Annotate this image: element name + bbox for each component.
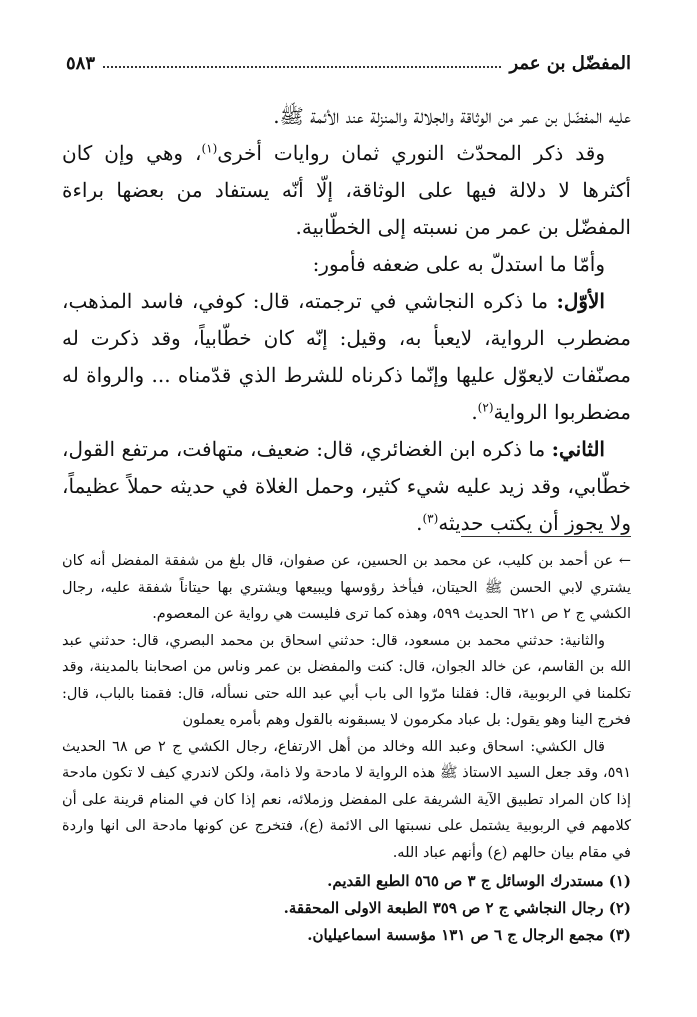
reference-1: (١) مستدرك الوسائل ج ٣ ص ٥٦٥ الطبع القديم.	[327, 872, 631, 890]
footnote-continued-1: ← عن أحمد بن كليب، عن محمد بن الحسين، عن صفوان، قال بلغ من شفقة المفضل أنه كان يشتري لابي الحسن ﷺ الحيتان، فيأخذ رؤوسها ويبيعها ويشتري بها حيتاناً شفقة عليه، رجال الكشي ج ٢ ص ٦٢١ الحديث ٥٩٩، وهذه كما ترى فليست هي رواية عن المعصوم.	[62, 553, 631, 622]
paragraph-5-keyword: الثاني:	[551, 437, 605, 461]
paragraph-5: الثاني: ما ذكره ابن الغضائري، قال: ضعيف، متهافت، مرتفع القول، خطّابي، وقد زيد عليه شيء كثير، وحمل الغلاة في حديثه حملاً عظيماً، ولا يجوز أن يكتب حديثه$^{(٣)}$.	[62, 437, 631, 535]
footnote-separator	[461, 536, 631, 537]
paragraph-3: وأمّا ما استدلّ به على ضعفه فأمور:	[312, 252, 605, 276]
paragraph-2	[62, 135, 631, 246]
paragraph-2-text: وقد ذكر المحدّث النوري ثمان روايات أخرى	[217, 141, 605, 165]
paragraph-2-rest: ، وهي وإن كان أكثرها لا دلالة فيها على الوثاقة، إلّا أنّه يستفاد من بعضها براءة المفضّل بن عمر من نسبته إلى الخطّابية.	[62, 141, 631, 239]
running-header	[66, 50, 631, 76]
paragraph-4-text: ما ذكره النجاشي في ترجمته، قال: كوفي، فاسد المذهب، مضطرب الرواية، لايعبأ به، وقيل: إنّه كان خطّابياً، وقد ذكرت له مصنّفات لايعوّل عليها وإنّما ذكرناه للشرط الذي قدّمناه ... والرواة له مضطربوا الرواية	[62, 289, 631, 424]
footnotes	[62, 548, 631, 949]
footnote-marker-1[interactable]: (١)	[201, 141, 218, 156]
paragraph-5-text: ما ذكره ابن الغضائري، قال: ضعيف، متهافت، مرتفع القول، خطّابي، وقد زيد عليه شيء كثير، وحمل الغلاة في حديثه حملاً عظيماً، ولا يجوز أن يكتب حديثه	[62, 437, 631, 535]
footnote-continued-2: والثانية: حدثني محمد بن مسعود، قال: حدثني اسحاق بن محمد البصري، قال: حدثني عبد الله بن القاسم، عن خالد الجوان، قال: كنت والمفضل بن عمر وناس من اصحابنا بالمدينة، وقد تكلمنا في الربوبية، قال: فقلنا مرّوا الى باب أبي عبد الله حتى نسأله، قال: فقمنا بالباب، قال: فخرج الينا وهو يقول: بل عباد مكرمون لا يسبقونه بالقول وهم بأمره يعملون	[62, 632, 631, 728]
reference-2: (٢) رجال النجاشي ج ٢ ص ٣٥٩ الطبعة الاولى المحققة.	[283, 899, 631, 917]
paragraph-1: عليه المفضّل بن عمر من الوثاقة والجلالة والمنزلة عند الأئمة ﷺ.	[273, 104, 631, 128]
paragraph-4: الأوّل: ما ذكره النجاشي في ترجمته، قال: كوفي، فاسد المذهب، مضطرب الرواية، لايعبأ به، وقيل: إنّه كان خطّابياً، وقد ذكرت له مصنّفات لايعوّل عليها وإنّما ذكرناه للشرط الذي قدّمناه ... والرواة له مضطربوا الرواية$^{(٢)}$.	[62, 289, 631, 424]
footnote-marker-2[interactable]: (٢)	[477, 400, 494, 415]
page-number: ٥٨٣	[66, 52, 96, 74]
reference-3: (٣) مجمع الرجال ج ٦ ص ١٣١ مؤسسة اسماعيليان.	[307, 926, 631, 944]
header-title: المفضّل بن عمر	[509, 52, 631, 74]
header-leader-dots	[103, 66, 501, 68]
main-text	[62, 98, 631, 542]
footnote-continued-3: قال الكشي: اسحاق وعبد الله وخالد من أهل الارتفاع، رجال الكشي ج ٢ ص ٦٨ الحديث ٥٩١، وقد جعل السيد الاستاذ ﷺ هذه الرواية لا مادحة ولا ذامة، ولكن لاندري كيف لا تكون مادحة إذا كان المراد تطبيق الآية الشريفة على المفضل وزملائه، نعم إذا كان في المنام قرينة على أن كلامهم في الربوبية يشتمل على نسبتها الى الائمة (ع)، فتخرج عن كونها مادحة الى انها واردة في مقام بيان حالهم (ع) وأنهم عباد الله.	[62, 738, 631, 861]
footnote-marker-3[interactable]: (٣)	[422, 511, 439, 526]
reference-list	[62, 868, 631, 949]
paragraph-4-keyword: الأوّل:	[556, 289, 605, 313]
